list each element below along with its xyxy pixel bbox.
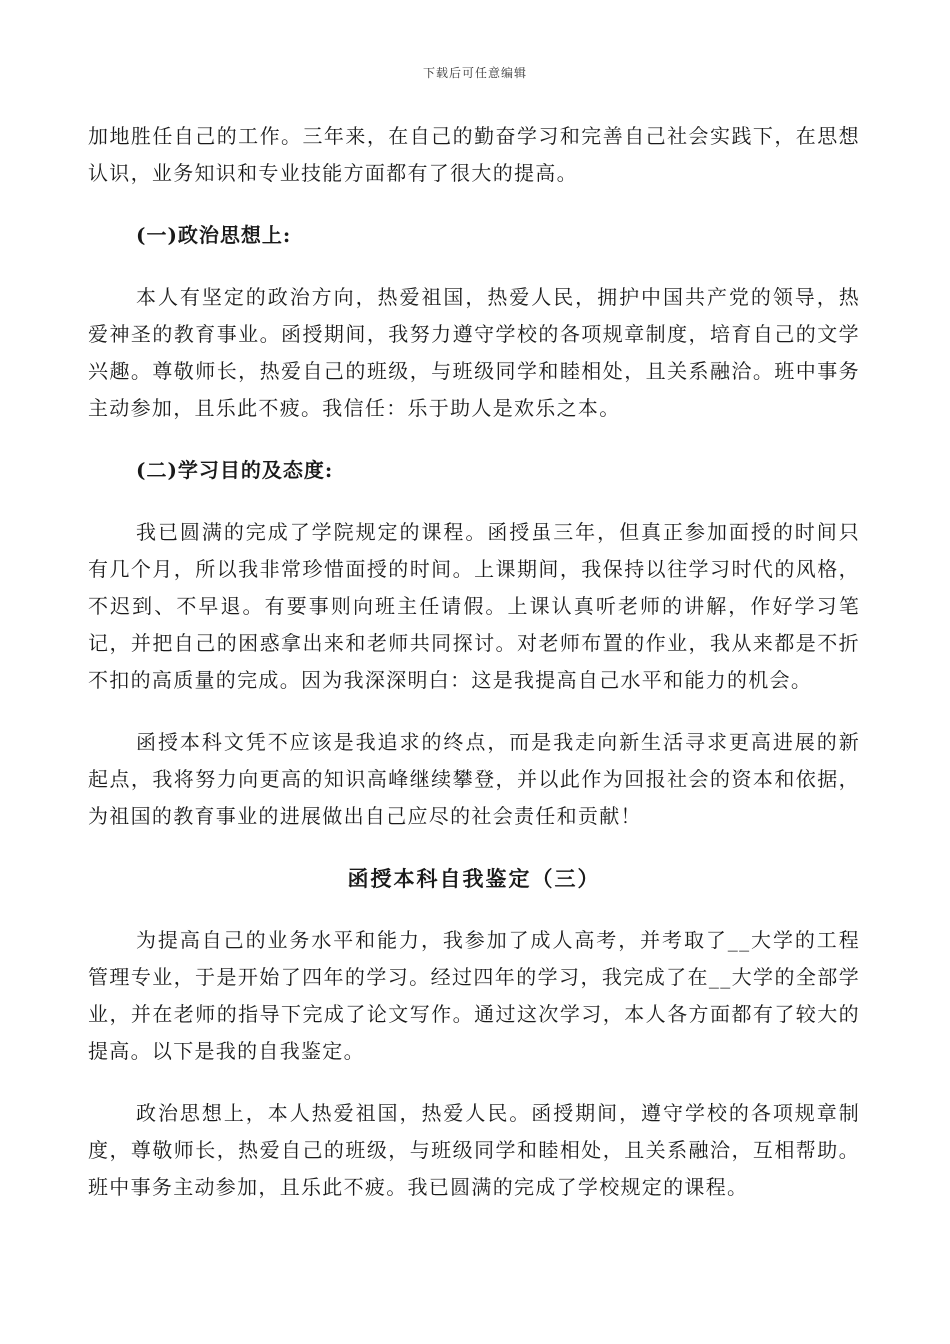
section-heading-study: (二)学习目的及态度: bbox=[136, 458, 334, 482]
paragraph-study: 我已圆满的完成了学院规定的课程。函授虽三年，但真正参加面授的时间只有几个月，所以我非常珍惜面授的时间。上课期间，我保持以往学习时代的风格，不迟到、不早退。有要事则向班主任请假。上课认真听老师的讲解，作好学习笔记，并把自己的困惑拿出来和老师共同探讨。对老师布置的作业，我从来都是不折不扣的高质量的完成。因为我深深明白：这是我提高自己水平和能力的机会。 bbox=[88, 520, 860, 692]
paragraph-intro: 为提高自己的业务水平和能力，我参加了成人高考，并考取了__大学的工程管理专业，于是开始了四年的学习。经过四年的学习，我完成了在__大学的全部学业，并在老师的指导下完成了论文写作。通过这次学习，本人各方面都有了较大的提高。以下是我的自我鉴定。 bbox=[88, 928, 860, 1063]
paragraph-politics-summary: 政治思想上，本人热爱祖国，热爱人民。函授期间，遵守学校的各项规章制度，尊敬师长，热爱自己的班级，与班级同学和睦相处，且关系融洽，互相帮助。班中事务主动参加，且乐此不疲。我已圆满的完成了学校规定的课程。 bbox=[88, 1101, 860, 1199]
section-heading-political: (一)政治思想上: bbox=[136, 223, 292, 247]
document-body bbox=[88, 118, 860, 1231]
header-note: 下载后可任意编辑 bbox=[422, 66, 527, 80]
paragraph-political: 本人有坚定的政治方向，热爱祖国，热爱人民，拥护中国共产党的领导，热爱神圣的教育事业。函授期间，我努力遵守学校的各项规章制度，培育自己的文学兴趣。尊敬师长，热爱自己的班级，与班级同学和睦相处，且关系融洽。班中事务主动参加，且乐此不疲。我信任：乐于助人是欢乐之本。 bbox=[88, 285, 860, 420]
paragraph-goal: 函授本科文凭不应该是我追求的终点，而是我走向新生活寻求更高进展的新起点，我将努力向更高的知识高峰继续攀登，并以此作为回报社会的资本和依据，为祖国的教育事业的进展做出自己应尽的社会责任和贡献！ bbox=[88, 730, 860, 828]
document-title: 函授本科自我鉴定（三） bbox=[347, 866, 601, 891]
paragraph-continued: 加地胜任自己的工作。三年来，在自己的勤奋学习和完善自己社会实践下，在思想认识，业务知识和专业技能方面都有了很大的提高。 bbox=[88, 124, 860, 185]
